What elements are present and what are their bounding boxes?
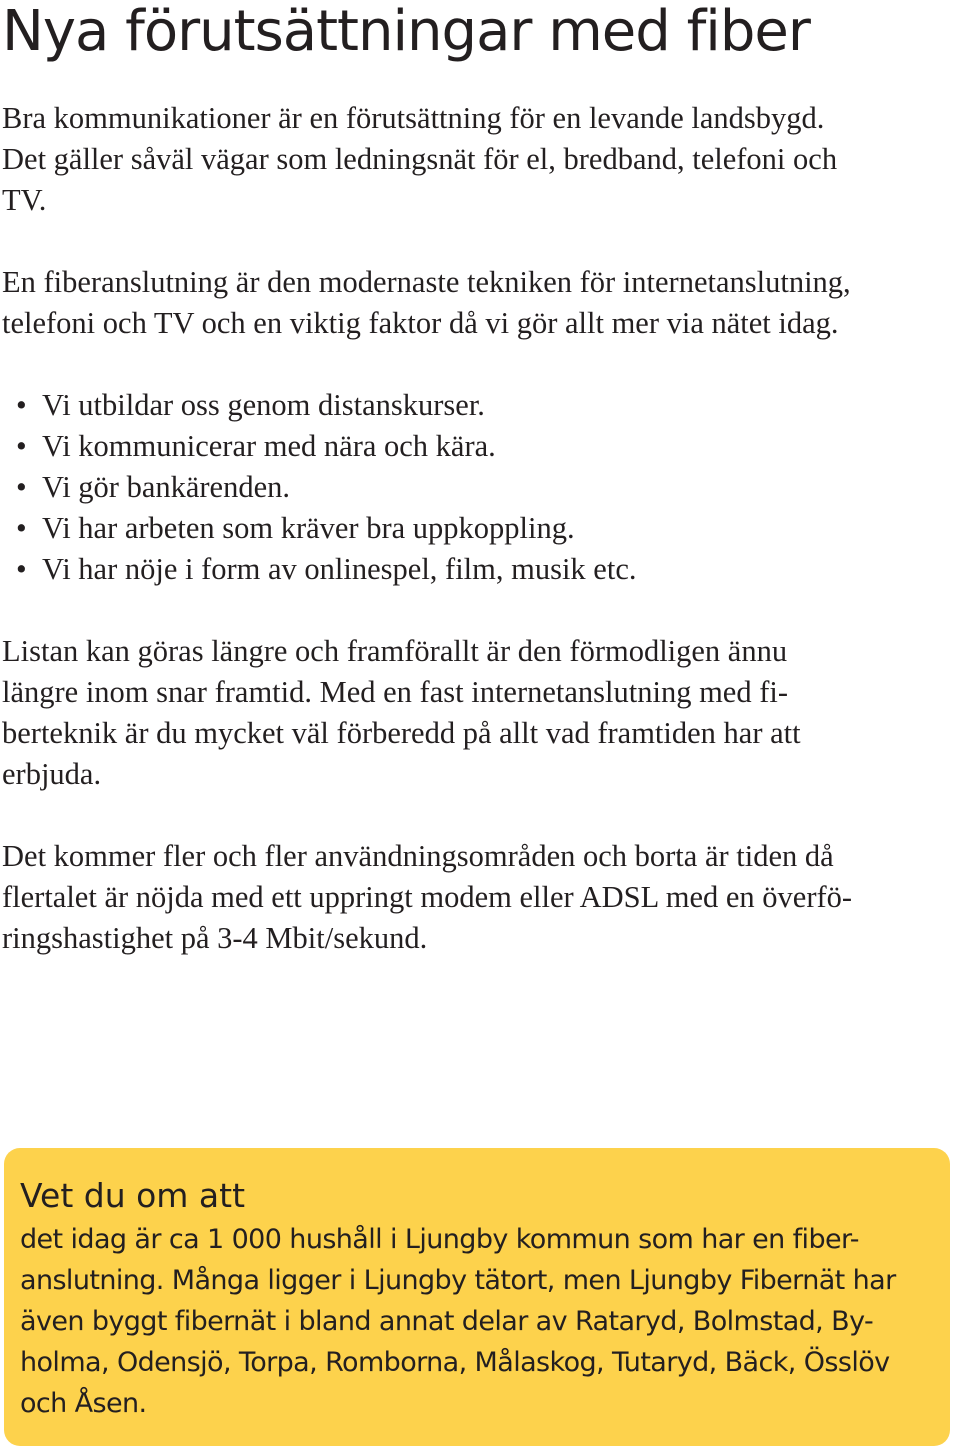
fiber-paragraph xyxy=(2,262,952,344)
list-item-text: Vi utbildar oss genom distanskurser. xyxy=(42,388,485,422)
paragraph-line: Bra kommunikationer är en förutsättning för en levande landsbygd. xyxy=(2,101,825,135)
paragraph-line: Listan kan göras längre och framförallt är den förmodligen ännu xyxy=(2,634,788,668)
list-item-text: Vi gör bankärenden. xyxy=(42,470,291,504)
list-item xyxy=(16,426,636,467)
paragraph-line: telefoni och TV och en viktig faktor då vi gör allt mer via nätet idag. xyxy=(2,306,839,340)
paragraph-line: längre inom snar framtid. Med en fast internetanslutning med fi- xyxy=(2,675,789,709)
list-item xyxy=(16,467,636,508)
page-title: Nya förutsättningar med fiber xyxy=(2,0,810,64)
future-paragraph xyxy=(2,631,952,795)
callout-heading: Vet du om att xyxy=(20,1176,246,1215)
list-item xyxy=(16,549,636,590)
list-item-text: Vi har nöje i form av onlinespel, film, musik etc. xyxy=(42,552,637,586)
bullet-icon: • xyxy=(16,511,27,545)
paragraph-line: TV. xyxy=(2,183,47,217)
paragraph-line: Det gäller såväl vägar som ledningsnät för el, bredband, telefoni och xyxy=(2,142,838,176)
list-item-text: Vi kommunicerar med nära och kära. xyxy=(42,429,496,463)
usage-list xyxy=(16,385,636,590)
intro-paragraph xyxy=(2,98,952,221)
bullet-icon: • xyxy=(16,552,27,586)
paragraph-line: ringshastighet på 3-4 Mbit/sekund. xyxy=(2,921,428,955)
bullet-icon: • xyxy=(16,388,27,422)
info-callout-box xyxy=(4,1148,950,1446)
paragraph-line: En fiberanslutning är den modernaste tekniken för internetanslutning, xyxy=(2,265,851,299)
callout-line: anslutning. Många ligger i Ljungby tätort, men Ljungby Fibernät har xyxy=(20,1265,896,1296)
callout-line: holma, Odensjö, Torpa, Romborna, Målaskog, Tutaryd, Bäck, Össlöv xyxy=(20,1347,890,1378)
paragraph-line: berteknik är du mycket väl förberedd på allt vad framtiden har att xyxy=(2,716,801,750)
callout-line: det idag är ca 1 000 hushåll i Ljungby kommun som har en fiber- xyxy=(20,1224,859,1255)
callout-line: även byggt fibernät i bland annat delar av Rataryd, Bolmstad, By- xyxy=(20,1306,874,1337)
adsl-paragraph xyxy=(2,836,952,959)
list-item xyxy=(16,508,636,549)
paragraph-line: Det kommer fler och fler användningsområden och borta är tiden då xyxy=(2,839,834,873)
list-item-text: Vi har arbeten som kräver bra uppkoppling. xyxy=(42,511,575,545)
callout-line: och Åsen. xyxy=(20,1388,147,1419)
bullet-icon: • xyxy=(16,470,27,504)
paragraph-line: flertalet är nöjda med ett uppringt modem eller ADSL med en överfö- xyxy=(2,880,853,914)
list-item xyxy=(16,385,636,426)
callout-body xyxy=(20,1219,896,1424)
paragraph-line: erbjuda. xyxy=(2,757,102,791)
bullet-icon: • xyxy=(16,429,27,463)
